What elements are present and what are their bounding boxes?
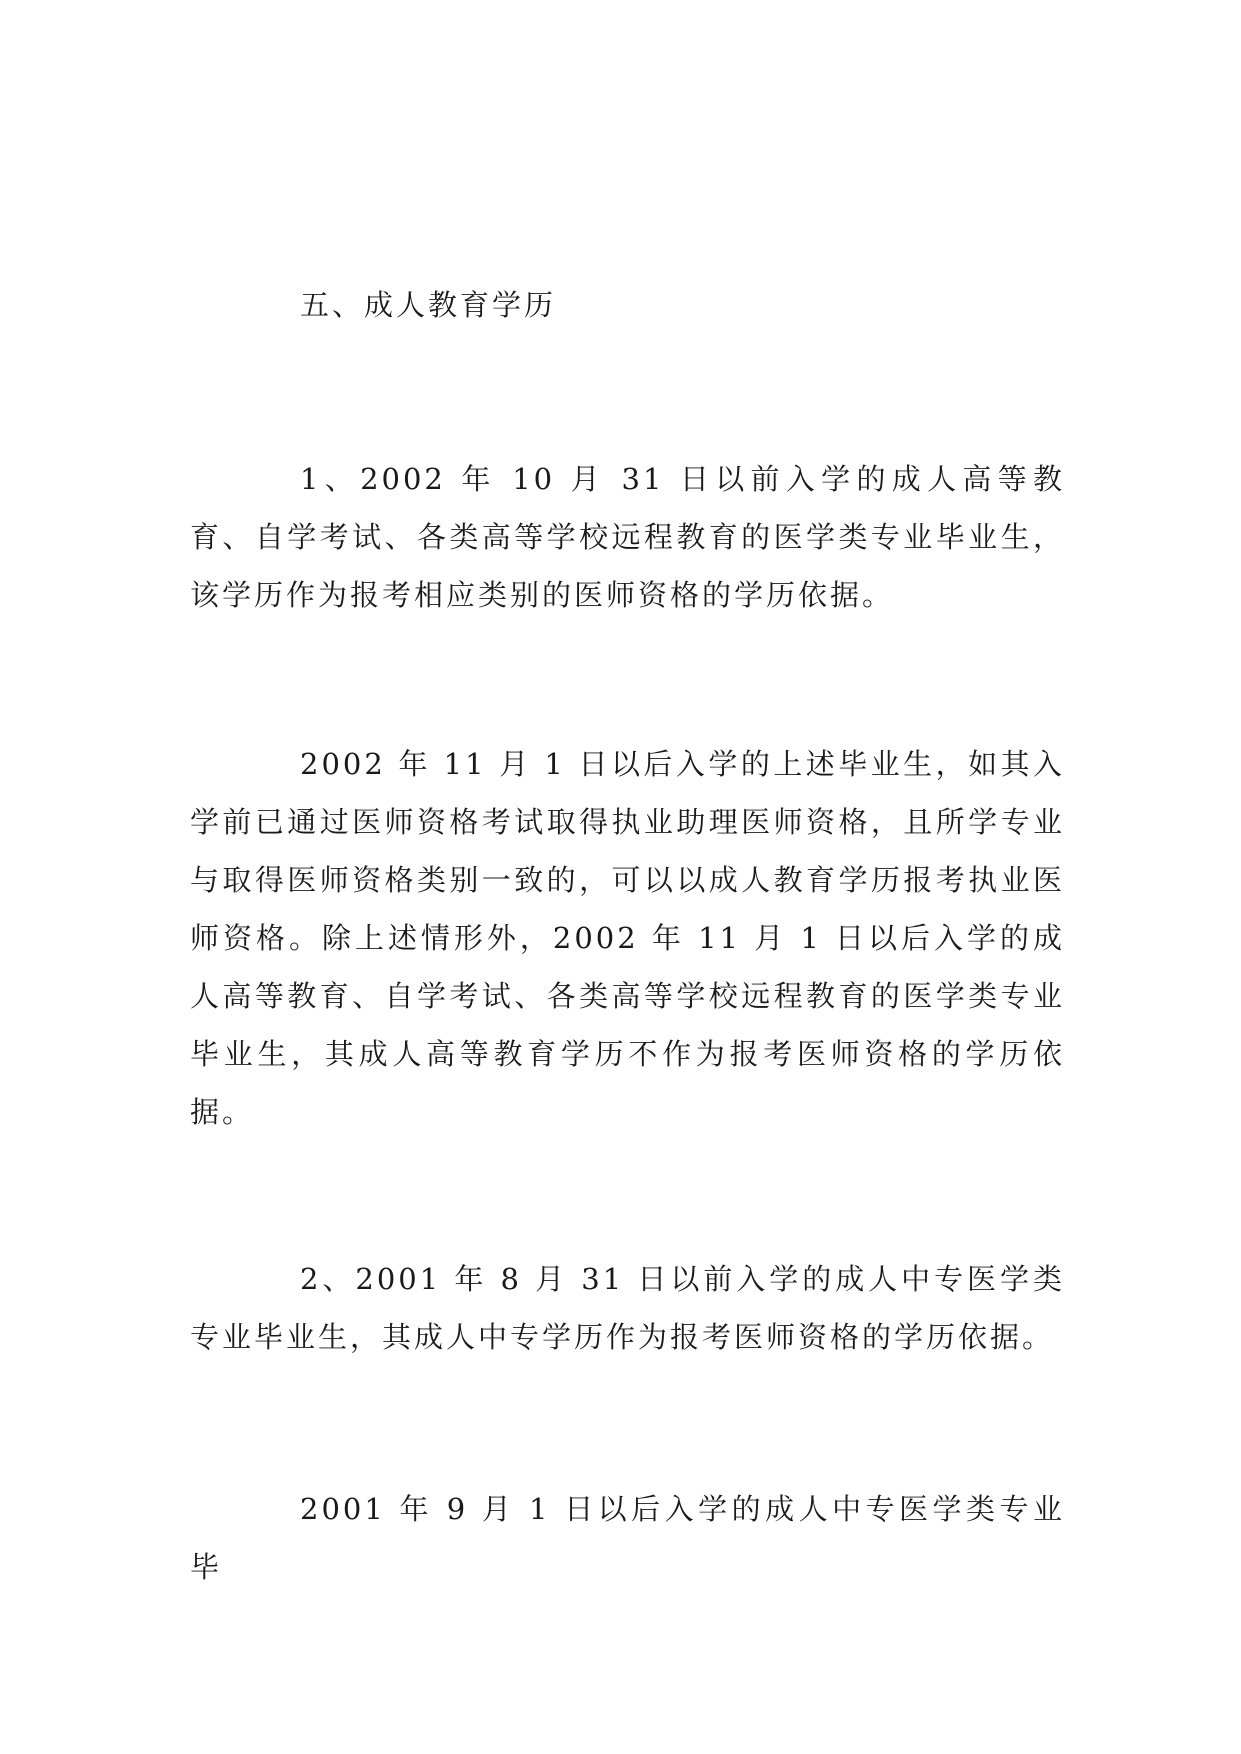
- paragraph-2: 2002 年 11 月 1 日以后入学的上述毕业生，如其入学前已通过医师资格考试取得执业助理医师资格，且所学专业与取得医师资格类别一致的，可以以成人教育学历报考执业医师资格。除上述情形外，2002 年 11 月 1 日以后入学的成人高等教育、自学考试、各类高等学校远程教育的医学类专业毕业生，其成人高等教育学历不作为报考医师资格的学历依据。: [190, 747, 1065, 1129]
- section-heading: 五、成人教育学历: [300, 288, 557, 322]
- paragraph-4: 2001 年 9 月 1 日以后入学的成人中专医学类专业毕: [190, 1492, 1065, 1584]
- paragraph-3: 2、2001 年 8 月 31 日以前入学的成人中专医学类专业毕业生，其成人中专学历作为报考医师资格的学历依据。: [190, 1262, 1065, 1354]
- paragraph-1: 1、2002 年 10 月 31 日以前入学的成人高等教育、自学考试、各类高等学校远程教育的医学类专业毕业生，该学历作为报考相应类别的医师资格的学历依据。: [190, 462, 1065, 612]
